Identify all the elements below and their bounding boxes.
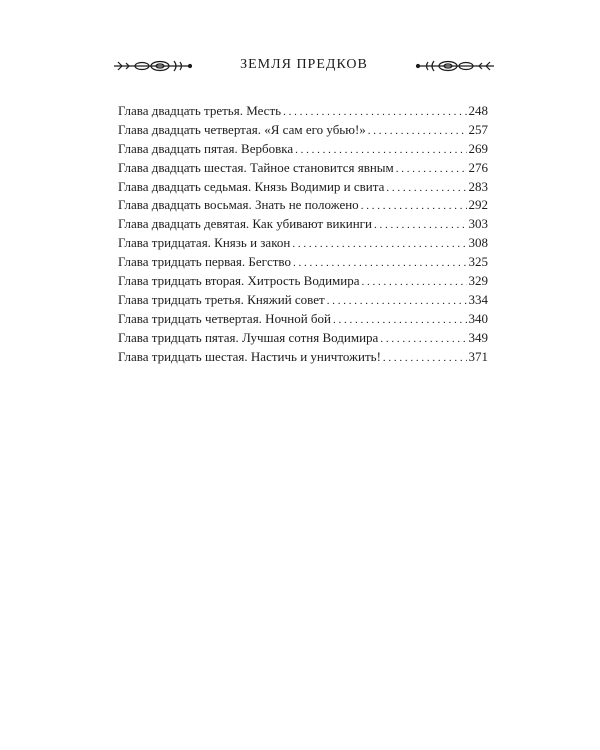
- toc-entry-title: Глава тридцать третья. Княжий совет: [118, 291, 325, 307]
- ornament-right-icon: [414, 59, 496, 73]
- toc-entry-title: Глава тридцать четвертая. Ночной бой: [118, 310, 332, 326]
- running-header: [112, 54, 496, 78]
- toc-entry-page: 329: [468, 273, 488, 289]
- toc-entry[interactable]: [118, 121, 488, 140]
- toc-entry-title: Глава двадцать седьмая. Князь Водимир и свита: [118, 178, 385, 194]
- toc-entry-page: 371: [468, 348, 488, 364]
- toc-entry[interactable]: [118, 159, 488, 178]
- toc-leader: [380, 330, 466, 349]
- toc-entry-title: Глава двадцать третья. Месть: [118, 103, 282, 118]
- toc-leader: [368, 122, 467, 141]
- toc-entry[interactable]: [118, 234, 488, 253]
- toc-entry-title: Глава тридцать первая. Бегство: [118, 254, 291, 270]
- toc-entry[interactable]: [118, 215, 488, 234]
- toc-leader: [374, 216, 467, 235]
- toc-entry-page: 248: [468, 103, 488, 118]
- toc-entry-title: Глава двадцать девятая. Как убивают викинги: [118, 216, 372, 232]
- toc-entry-page: 303: [468, 216, 488, 232]
- toc-entry[interactable]: [118, 291, 488, 310]
- toc-entry-title: Глава тридцатая. Князь и закон: [118, 235, 291, 251]
- toc-leader: [361, 273, 466, 292]
- toc-entry-title: Глава тридцать шестая. Настичь и уничтожить!: [118, 348, 381, 364]
- toc-leader: [383, 349, 467, 368]
- table-of-contents: [118, 102, 488, 366]
- toc-entry-title: Глава двадцать шестая. Тайное становится явным: [118, 159, 394, 175]
- toc-leader: [293, 254, 467, 273]
- toc-entry-page: 292: [468, 197, 488, 213]
- toc-entry-page: 349: [468, 329, 488, 345]
- toc-entry-page: 257: [468, 121, 488, 137]
- toc-entry-title: Глава тридцать пятая. Лучшая сотня Водимира: [118, 329, 379, 345]
- toc-entry[interactable]: [118, 253, 488, 272]
- toc-entry-title: Глава двадцать восьмая. Знать не положено: [118, 197, 359, 213]
- toc-entry[interactable]: [118, 140, 488, 159]
- toc-entry-page: 334: [468, 291, 488, 307]
- book-title: ЗЕМЛЯ ПРЕДКОВ: [240, 57, 368, 72]
- toc-leader: [333, 311, 466, 330]
- toc-leader: [295, 141, 466, 160]
- toc-leader: [327, 292, 467, 311]
- toc-entry-title: Глава двадцать пятая. Вербовка: [118, 140, 294, 156]
- toc-leader: [361, 197, 467, 216]
- toc-leader: [292, 235, 466, 254]
- toc-entry-page: 283: [468, 178, 488, 194]
- toc-entry-title: Глава тридцать вторая. Хитрость Водимира: [118, 273, 360, 289]
- toc-entry-page: 340: [468, 310, 488, 326]
- toc-leader: [386, 179, 466, 198]
- toc-entry[interactable]: [118, 196, 488, 215]
- toc-entry-page: 325: [468, 254, 488, 270]
- toc-entry-page: 308: [468, 235, 488, 251]
- toc-leader: [396, 160, 467, 179]
- toc-entry[interactable]: [118, 310, 488, 329]
- toc-entry[interactable]: [118, 348, 488, 367]
- toc-leader: [283, 103, 466, 122]
- toc-entry-page: 276: [468, 159, 488, 175]
- toc-entry[interactable]: [118, 178, 488, 197]
- toc-entry-page: 269: [468, 140, 488, 156]
- toc-entry[interactable]: [118, 329, 488, 348]
- toc-entry[interactable]: [118, 272, 488, 291]
- toc-entry-title: Глава двадцать четвертая. «Я сам его убью!»: [118, 121, 366, 137]
- toc-entry[interactable]: [118, 102, 488, 121]
